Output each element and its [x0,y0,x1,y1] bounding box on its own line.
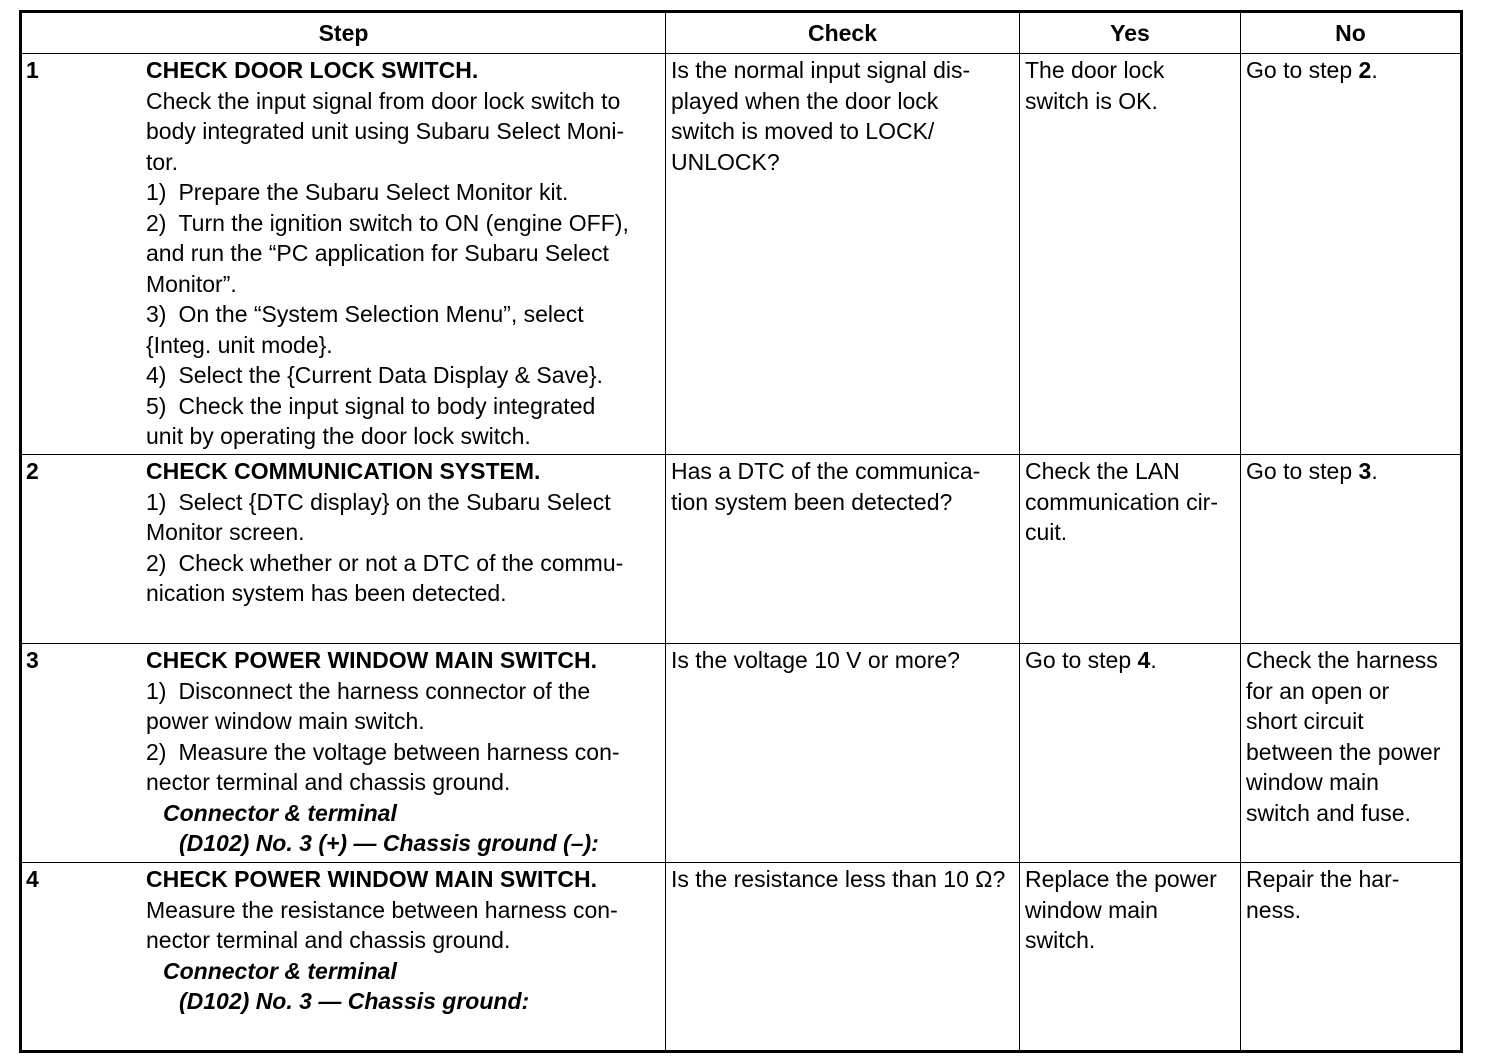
table-row [21,54,1462,455]
step-title: CHECK POWER WINDOW MAIN SWITCH. [146,647,598,673]
check-line: Has a DTC of the communica- [671,458,981,484]
step-text-line: Check the input signal from door lock switch to [146,87,621,114]
connector-spec: (D102) No. 3 — Chassis ground: [179,988,530,1014]
step-text-line: body integrated unit using Subaru Select Moni- [146,118,625,144]
check-line: Is the resistance less than 10 Ω? [671,866,1006,892]
step-body [146,456,660,609]
step-number: 1 [26,57,39,83]
yes-line: switch. [1025,927,1096,953]
step-text-line: tor. [146,148,178,175]
item-text: Check the input signal to body integrated [178,392,596,419]
item-number: 5) [146,392,167,419]
no-cell [1241,455,1462,644]
yes-line: cuit. [1025,519,1068,545]
step-title: CHECK POWER WINDOW MAIN SWITCH. [146,866,598,892]
step-ref: 3 [1358,458,1372,484]
check-line: Is the normal input signal dis- [671,57,971,83]
step-text-line: nector terminal and chassis ground. [146,927,511,953]
check-cell [666,863,1020,1052]
procedure-item [146,208,660,239]
step-number: 4 [26,866,39,892]
no-text: Go to step [1246,458,1359,484]
yes-line: Replace the power [1025,866,1217,892]
item-text: Check whether or not a DTC of the commu- [178,549,624,576]
no-line: ness. [1246,896,1301,923]
step-title: CHECK DOOR LOCK SWITCH. [146,57,479,83]
yes-cell [1020,54,1241,455]
procedure-item [146,177,660,208]
item-continuation: unit by operating the door lock switch. [146,423,531,449]
check-cell [666,54,1020,455]
step-cell [21,455,666,644]
step-ref: 2 [1358,57,1372,83]
check-line: UNLOCK? [671,148,780,175]
step-title: CHECK COMMUNICATION SYSTEM. [146,458,541,484]
step-cell [21,644,666,863]
step-cell [21,54,666,455]
procedure-item [146,360,660,391]
procedure-item [146,676,660,707]
connector-label: Connector & terminal [163,799,397,826]
yes-cell [1020,863,1241,1052]
item-continuation: nector terminal and chassis ground. [146,769,511,795]
no-line: Repair the har- [1246,866,1400,892]
procedure-item [146,487,660,518]
procedure-item [146,299,660,330]
step-body [146,645,660,859]
no-cell [1241,644,1462,863]
item-text: Turn the ignition switch to ON (engine OFF), [178,209,629,236]
yes-line: switch is OK. [1025,87,1158,114]
check-cell [666,455,1020,644]
punct: . [1371,458,1378,484]
item-text: Prepare the Subaru Select Monitor kit. [178,179,569,205]
step-ref: 4 [1137,647,1151,673]
yes-line: The door lock [1025,57,1165,83]
check-line: switch is moved to LOCK/ [671,118,935,144]
no-cell [1241,863,1462,1052]
item-text: Disconnect the harness connector of the [178,677,591,704]
table-row [21,644,1462,863]
no-line: Check the harness [1246,647,1438,673]
table-row [21,455,1462,644]
no-cell [1241,54,1462,455]
item-number: 3) [146,301,167,327]
item-number: 4) [146,362,167,388]
step-body [146,864,660,1017]
item-number: 1) [146,677,167,704]
yes-cell [1020,644,1241,863]
item-continuation: nication system has been detected. [146,580,507,606]
check-cell [666,644,1020,863]
no-line: for an open or [1246,677,1390,704]
no-line: switch and fuse. [1246,799,1411,826]
item-number: 2) [146,209,167,236]
item-continuation: Monitor”. [146,270,237,297]
item-number: 2) [146,549,167,576]
yes-line: Check the LAN [1025,458,1180,484]
connector-spec: (D102) No. 3 (+) — Chassis ground (–): [179,830,599,856]
item-text: On the “System Selection Menu”, select [178,301,584,327]
step-body [146,55,660,452]
item-number: 2) [146,738,167,765]
item-continuation: power window main switch. [146,708,425,734]
check-line: Is the voltage 10 V or more? [671,647,960,673]
no-text: Go to step [1246,57,1359,83]
table-row [21,863,1462,1052]
item-continuation: and run the “PC application for Subaru Select [146,240,609,266]
item-text: Select {DTC display} on the Subaru Select [178,488,611,515]
header-row [21,12,1462,54]
header-step: Step [21,12,666,54]
item-continuation: {Integ. unit mode}. [146,331,333,358]
header-yes: Yes [1020,12,1241,54]
no-line: short circuit [1246,708,1364,734]
procedure-item [146,737,660,768]
connector-label: Connector & terminal [163,957,397,984]
punct: . [1371,57,1378,83]
check-line: tion system been detected? [671,488,953,515]
step-text-line: Measure the resistance between harness con- [146,896,618,923]
yes-line: communication cir- [1025,488,1218,515]
header-check: Check [666,12,1020,54]
item-text: Measure the voltage between harness con- [178,738,620,765]
yes-cell [1020,455,1241,644]
punct: . [1150,647,1157,673]
no-line: between the power [1246,738,1441,765]
item-number: 1) [146,488,167,515]
item-continuation: Monitor screen. [146,519,305,545]
item-text: Select the {Current Data Display & Save}. [178,362,603,388]
diagnostic-table [19,10,1463,1053]
yes-text: Go to step [1025,647,1138,673]
step-cell [21,863,666,1052]
header-no: No [1241,12,1462,54]
yes-line: window main [1025,896,1158,923]
check-line: played when the door lock [671,87,939,114]
step-number: 3 [26,647,39,673]
no-line: window main [1246,769,1379,795]
procedure-item [146,548,660,579]
item-number: 1) [146,179,167,205]
procedure-item [146,391,660,422]
step-number: 2 [26,458,39,484]
